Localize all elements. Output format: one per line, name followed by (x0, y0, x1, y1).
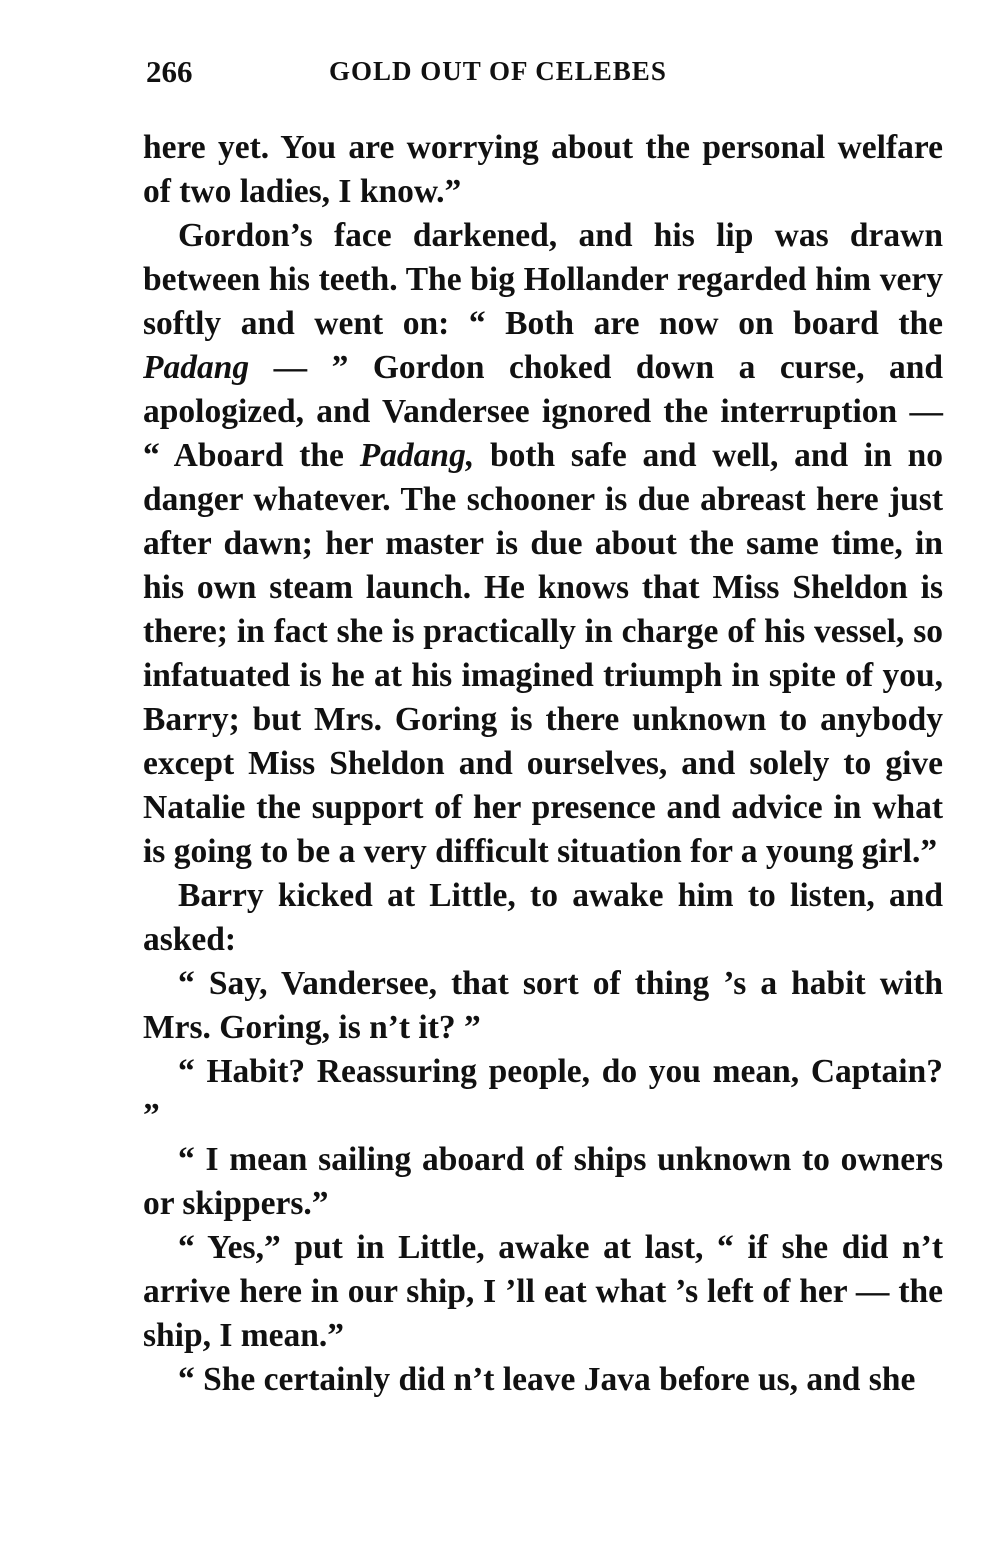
paragraph (143, 1226, 943, 1358)
text-segment: — ” Gordon choked down a curse, and apologized, and Vandersee ignored the interruption — “ Aboard the (143, 349, 943, 474)
italic-text-segment: Padang (143, 349, 250, 386)
paragraph (143, 214, 943, 874)
page-header (146, 54, 946, 104)
paragraph (143, 874, 943, 962)
text-segment: “ I mean sailing aboard of ships unknown to owners or skippers.” (143, 1141, 943, 1222)
paragraph (143, 962, 943, 1050)
paragraph (143, 1138, 943, 1226)
running-title: GOLD OUT OF CELEBES (329, 56, 667, 86)
page-number: 266 (146, 54, 193, 89)
text-segment: here yet. You are worrying about the personal welfare of two ladies, I know.” (143, 129, 943, 210)
italic-text-segment: Padang, (359, 437, 475, 474)
body-text (143, 126, 943, 1402)
paragraph (143, 126, 943, 214)
paragraph (143, 1050, 943, 1138)
text-segment: “ Yes,” put in Little, awake at last, “ if she did n’t arrive here in our ship, I ’ll eat what ’s left of her — the ship, I mean.” (143, 1229, 943, 1354)
paragraph (143, 1358, 943, 1402)
text-segment: “ Say, Vandersee, that sort of thing ’s a habit with Mrs. Goring, is n’t it? ” (143, 965, 943, 1046)
text-segment: Barry kicked at Little, to awake him to listen, and asked: (143, 877, 943, 958)
text-segment: both safe and well, and in no danger whatever. The schooner is due abreast here just after dawn; her master is due about the same time, in his own steam launch. He knows that Miss Sheldon is there; in fact she is practically in charge of his vessel, so infatuated is he at his imagined triumph in spite of you, Barry; but Mrs. Goring is there unknown to anybody except Miss Sheldon and ourselves, and solely to give Natalie the support of her presence and advice in what is going to be a very difficult situation for a young girl.” (143, 437, 944, 870)
text-segment: Gordon’s face darkened, and his lip was drawn between his teeth. The big Hollander regarded him very softly and went on: “ Both are now on board the (143, 217, 943, 342)
text-segment: “ Habit? Reassuring people, do you mean, Captain? ” (143, 1053, 943, 1134)
text-segment: “ She certainly did n’t leave Java before us, and she (178, 1361, 916, 1398)
